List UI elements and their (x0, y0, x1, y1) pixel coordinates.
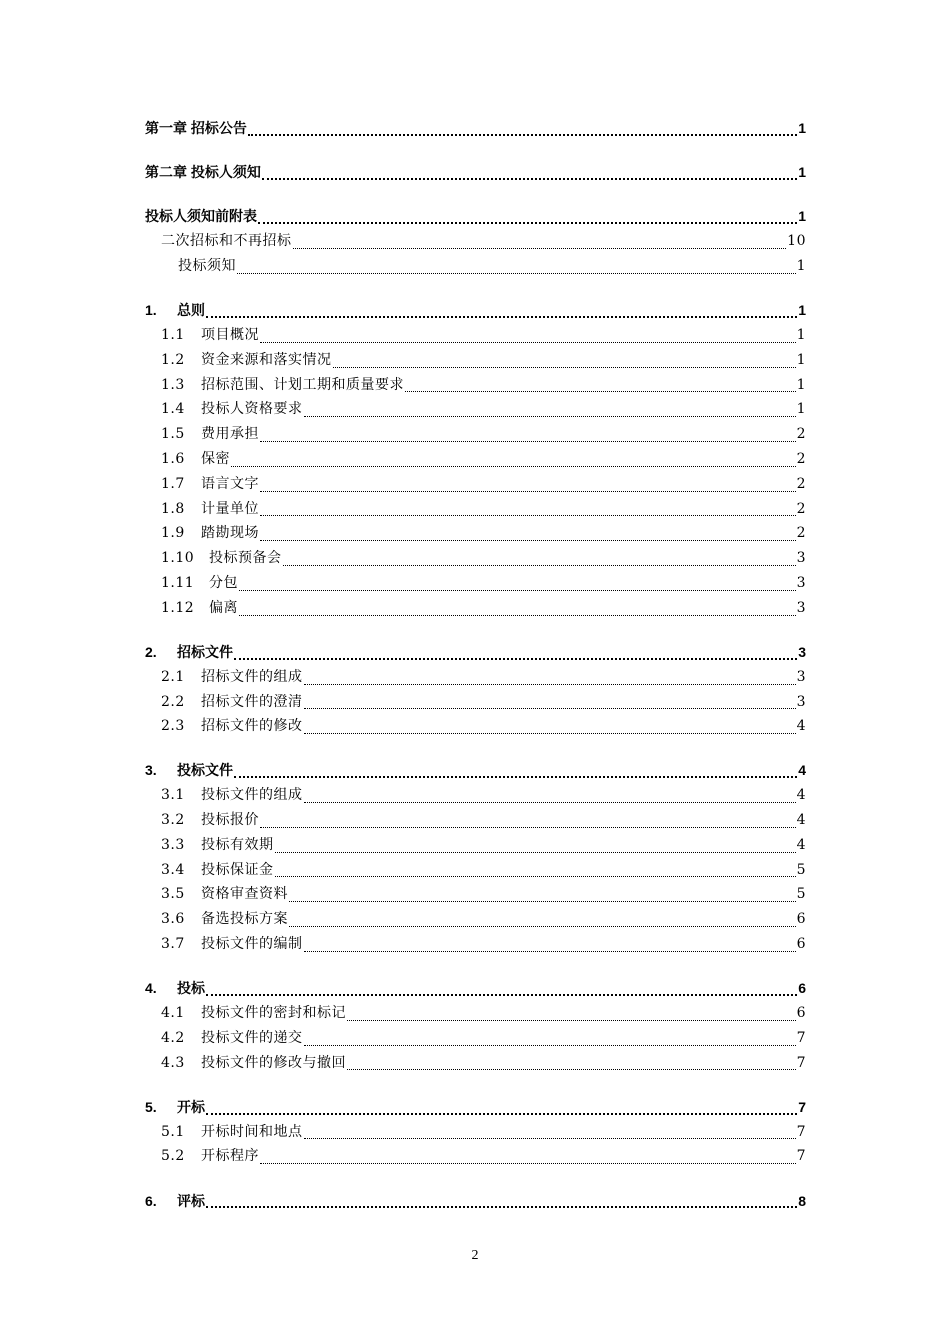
toc-entry-page: 1 (796, 376, 806, 393)
subsection-title: 投标文件的修改与撤回 (201, 1054, 346, 1071)
dot-leader (206, 1206, 797, 1208)
dot-leader (260, 342, 796, 343)
toc-entry-page: 1 (798, 208, 806, 225)
toc-entry-page: 7 (796, 1123, 806, 1140)
section-number: 1. (145, 302, 157, 319)
subsection-title: 招标文件的修改 (201, 718, 303, 735)
subsection-number: 3.4 (161, 861, 185, 878)
dot-leader (304, 708, 796, 709)
subsection-number: 4.3 (161, 1054, 185, 1071)
subsection-title: 招标文件的组成 (201, 668, 303, 685)
toc-subsection[interactable] (145, 1026, 806, 1051)
dot-leader (293, 248, 787, 249)
toc-entry-page: 4 (796, 787, 806, 804)
dot-leader (304, 684, 796, 685)
subsection-number: 3.1 (161, 787, 185, 804)
subsection-number: 3.7 (161, 936, 185, 953)
toc-subsection[interactable] (145, 714, 806, 739)
toc-entry-page: 3 (796, 693, 806, 710)
toc-subsection[interactable] (145, 397, 806, 422)
section-title: 投标 (177, 980, 205, 997)
subsection-number: 1.8 (161, 500, 185, 517)
toc-entry-page: 1 (798, 302, 806, 319)
subsection-title: 踏勘现场 (201, 525, 259, 542)
subsection-number: 5.1 (161, 1123, 185, 1140)
page-number: 2 (471, 1248, 479, 1263)
dot-leader (333, 367, 796, 368)
toc-entry-page: 1 (798, 120, 806, 136)
toc-chapter-2[interactable] (145, 160, 806, 185)
toc-entry-page: 6 (796, 911, 806, 928)
toc-entry-page: 1 (796, 401, 806, 418)
toc-subsection[interactable] (145, 472, 806, 497)
toc-entry-page: 6 (796, 936, 806, 953)
subsection-title: 保密 (201, 450, 230, 467)
toc-entry-page: 10 (787, 233, 806, 250)
dot-leader (405, 391, 796, 392)
toc-entry-page: 2 (796, 426, 806, 443)
toc-subsection[interactable] (145, 1051, 806, 1076)
toc-subsection[interactable] (145, 932, 806, 957)
subsection-title: 费用承担 (201, 426, 259, 443)
toc-entry-page: 3 (796, 599, 806, 616)
dot-leader (260, 491, 796, 492)
subsection-title: 投标人资格要求 (201, 401, 303, 418)
toc-entry-page: 2 (796, 475, 806, 492)
subsection-title: 招标范围、计划工期和质量要求 (201, 376, 404, 393)
toc-subsection[interactable] (145, 1001, 806, 1026)
toc-subsection[interactable] (145, 348, 806, 373)
subsection-number: 2.1 (161, 668, 185, 685)
table-of-contents (145, 116, 806, 1213)
subsection-title: 计量单位 (201, 500, 259, 517)
toc-entry-title (145, 976, 205, 1001)
dot-leader (289, 926, 796, 927)
toc-entry-page: 6 (798, 980, 806, 997)
toc-entry-page: 3 (796, 668, 806, 685)
toc-subsection[interactable] (145, 1144, 806, 1169)
dot-leader (304, 1045, 796, 1046)
dot-leader (237, 273, 796, 274)
section-title: 评标 (177, 1192, 205, 1209)
dot-leader (260, 515, 796, 516)
subsection-title: 开标程序 (201, 1148, 259, 1165)
subsection-number: 1.11 (161, 574, 195, 591)
subsection-number: 5.2 (161, 1148, 185, 1165)
subsection-number: 1.4 (161, 401, 185, 418)
toc-subsection[interactable] (145, 808, 806, 833)
toc-subsection[interactable] (145, 546, 806, 571)
subsection-number: 3.6 (161, 911, 185, 928)
subsection-title: 投标文件的组成 (201, 787, 303, 804)
section-title: 投标文件 (177, 762, 233, 779)
toc-subsection[interactable] (145, 833, 806, 858)
toc-entry-page: 3 (796, 550, 806, 567)
subsection-number: 1.3 (161, 376, 185, 393)
toc-notice[interactable] (145, 254, 806, 279)
subsection-number: 2.2 (161, 693, 185, 710)
toc-entry-title: 投标人须知前附表 (145, 208, 257, 225)
dot-leader (275, 852, 796, 853)
subsection-number: 1.1 (161, 326, 185, 343)
toc-subsection[interactable] (145, 497, 806, 522)
toc-section-1[interactable] (145, 298, 806, 323)
dot-leader (206, 1113, 797, 1115)
dot-leader (239, 615, 796, 616)
subsection-number: 1.10 (161, 550, 195, 567)
dot-leader (231, 466, 796, 467)
section-number: 2. (145, 643, 157, 660)
subsection-number: 1.2 (161, 351, 185, 368)
toc-subsection[interactable] (145, 571, 806, 596)
toc-entry-title (145, 640, 233, 665)
dot-leader (347, 1020, 796, 1021)
toc-entry-page: 7 (796, 1029, 806, 1046)
dot-leader (283, 565, 796, 566)
dot-leader (260, 540, 796, 541)
dot-leader (260, 827, 796, 828)
dot-leader (262, 178, 797, 180)
dot-leader (248, 134, 797, 136)
toc-entry-title (145, 1189, 205, 1214)
toc-subsection[interactable] (145, 858, 806, 883)
subsection-title: 投标保证金 (201, 861, 274, 878)
toc-entry-title: 第一章 招标公告 (145, 120, 247, 136)
toc-subsection[interactable] (145, 447, 806, 472)
toc-section-5[interactable] (145, 1095, 806, 1120)
dot-leader (258, 222, 797, 224)
section-number: 6. (145, 1192, 157, 1209)
dot-leader (206, 316, 797, 318)
dot-leader (239, 590, 796, 591)
toc-entry-page: 7 (798, 1098, 806, 1115)
subsection-title: 投标预备会 (209, 550, 282, 567)
subsection-title: 项目概况 (201, 326, 259, 343)
toc-section-3[interactable] (145, 758, 806, 783)
toc-entry-page: 7 (796, 1148, 806, 1165)
dot-leader (304, 1138, 796, 1139)
toc-section-4[interactable] (145, 976, 806, 1001)
dot-leader (304, 951, 796, 952)
toc-subsection[interactable] (145, 665, 806, 690)
toc-entry-title (145, 758, 233, 783)
toc-subsection[interactable] (145, 882, 806, 907)
toc-entry-page: 6 (796, 1005, 806, 1022)
subsection-title: 资金来源和落实情况 (201, 351, 332, 368)
toc-entry-page: 2 (796, 500, 806, 517)
toc-retender[interactable] (145, 229, 806, 254)
toc-entry-page: 3 (796, 574, 806, 591)
section-number: 3. (145, 762, 157, 779)
subsection-title: 投标有效期 (201, 836, 274, 853)
dot-leader (206, 994, 797, 996)
toc-entry-title: 投标须知 (178, 257, 236, 274)
toc-subsection[interactable] (145, 907, 806, 932)
toc-entry-page: 2 (796, 450, 806, 467)
toc-entry-page: 1 (796, 257, 806, 274)
dot-leader (304, 733, 796, 734)
toc-chapter-1[interactable] (145, 116, 806, 141)
toc-entry-page: 8 (798, 1192, 806, 1209)
toc-entry-page: 1 (796, 351, 806, 368)
toc-entry-page: 5 (796, 861, 806, 878)
dot-leader (347, 1069, 796, 1070)
section-number: 5. (145, 1098, 157, 1115)
toc-entry-title: 第二章 投标人须知 (145, 164, 261, 181)
toc-subsection[interactable] (145, 323, 806, 348)
toc-subsection[interactable] (145, 1120, 806, 1145)
subsection-title: 偏离 (209, 599, 238, 616)
dot-leader (234, 658, 797, 660)
subsection-number: 2.3 (161, 718, 185, 735)
toc-entry-page: 4 (796, 812, 806, 829)
dot-leader (260, 441, 796, 442)
toc-subsection[interactable] (145, 521, 806, 546)
subsection-number: 1.7 (161, 475, 185, 492)
subsection-title: 备选投标方案 (201, 911, 288, 928)
subsection-title: 招标文件的澄清 (201, 693, 303, 710)
subsection-number: 1.12 (161, 599, 195, 616)
subsection-title: 投标文件的编制 (201, 936, 303, 953)
toc-entry-page: 1 (798, 164, 806, 181)
subsection-title: 资格审查资料 (201, 886, 288, 903)
toc-entry-title (145, 1095, 205, 1120)
subsection-number: 4.1 (161, 1005, 185, 1022)
subsection-number: 1.9 (161, 525, 185, 542)
section-title: 开标 (177, 1098, 205, 1115)
toc-entry-title: 二次招标和不再招标 (161, 233, 292, 250)
toc-pre-table[interactable] (145, 204, 806, 229)
subsection-number: 1.6 (161, 450, 185, 467)
section-number: 4. (145, 980, 157, 997)
toc-subsection[interactable] (145, 690, 806, 715)
dot-leader (234, 776, 797, 778)
toc-subsection[interactable] (145, 596, 806, 621)
subsection-number: 1.5 (161, 426, 185, 443)
dot-leader (304, 802, 796, 803)
subsection-number: 4.2 (161, 1029, 185, 1046)
toc-subsection[interactable] (145, 422, 806, 447)
toc-entry-page: 3 (798, 643, 806, 660)
subsection-title: 投标文件的递交 (201, 1029, 303, 1046)
dot-leader (275, 876, 796, 877)
toc-subsection[interactable] (145, 373, 806, 398)
toc-entry-title (145, 298, 205, 323)
toc-section-6[interactable] (145, 1189, 806, 1214)
subsection-number: 3.5 (161, 886, 185, 903)
subsection-title: 投标文件的密封和标记 (201, 1005, 346, 1022)
toc-entry-page: 7 (796, 1054, 806, 1071)
subsection-title: 分包 (209, 574, 238, 591)
toc-entry-page: 1 (796, 326, 806, 343)
section-title: 招标文件 (177, 643, 233, 660)
dot-leader (304, 416, 796, 417)
subsection-number: 3.2 (161, 812, 185, 829)
toc-entry-page: 2 (796, 525, 806, 542)
subsection-title: 语言文字 (201, 475, 259, 492)
toc-section-2[interactable] (145, 640, 806, 665)
dot-leader (260, 1163, 796, 1164)
subsection-number: 3.3 (161, 836, 185, 853)
subsection-title: 投标报价 (201, 812, 259, 829)
section-title: 总则 (177, 302, 205, 319)
dot-leader (289, 901, 796, 902)
toc-entry-page: 4 (796, 836, 806, 853)
toc-entry-page: 4 (798, 762, 806, 779)
toc-subsection[interactable] (145, 783, 806, 808)
subsection-title: 开标时间和地点 (201, 1123, 303, 1140)
toc-entry-page: 4 (796, 718, 806, 735)
toc-entry-page: 5 (796, 886, 806, 903)
